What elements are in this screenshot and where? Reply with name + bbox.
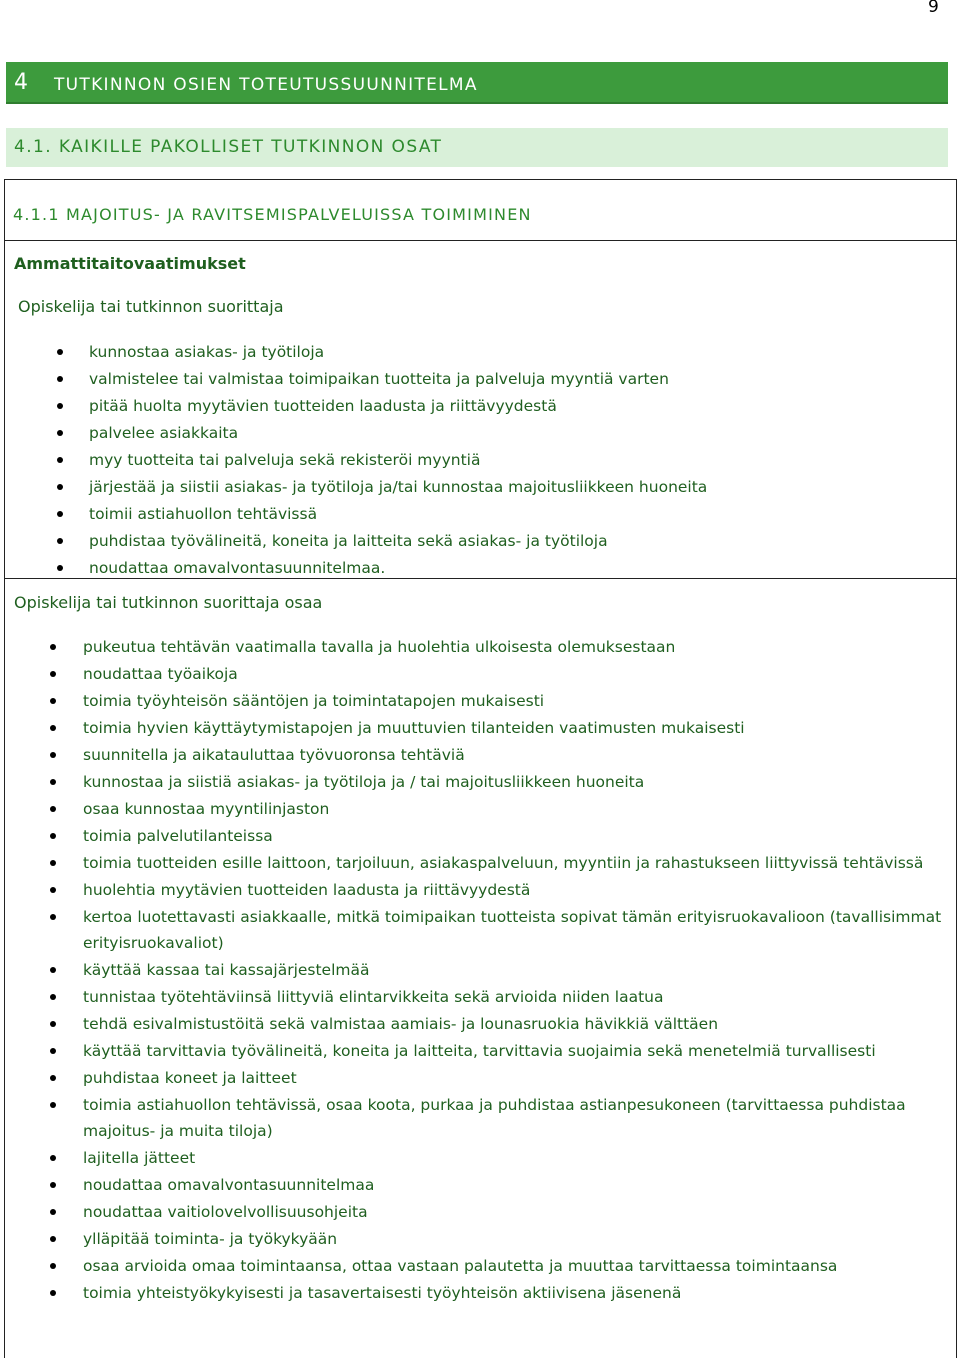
list-item: osaa arvioida omaa toimintaansa, ottaa vastaan palautetta ja muuttaa tarvittaessa toimintaansa [83,1253,943,1279]
list-item: noudattaa omavalvontasuunnitelmaa [83,1172,943,1198]
requirements-subheading: Ammattitaitovaatimukset [14,254,246,273]
list-item: pukeutua tehtävän vaatimalla tavalla ja huolehtia ulkoisesta olemuksestaan [83,634,943,660]
list-item: järjestää ja siistii asiakas- ja työtiloja ja/tai kunnostaa majoitusliikkeen huoneita [89,474,949,501]
list-item: toimia hyvien käyttäytymistapojen ja muuttuvien tilanteiden vaatimusten mukaisesti [83,715,943,741]
list-item: toimia yhteistyökykyisesti ja tasavertaisesti työyhteisön aktiivisena jäsenenä [83,1280,943,1306]
can-list [83,634,943,1307]
page-number: 9 [928,0,939,17]
list-item: osaa kunnostaa myyntilinjaston [83,796,943,822]
list-item: kertoa luotettavasti asiakkaalle, mitkä toimipaikan tuotteista sopivat tämän erityisruokavalioon (tavallisimmat erityisruokavaliot) [83,904,943,956]
list-item: suunnitella ja aikatauluttaa työvuoronsa tehtäviä [83,742,943,768]
list-item: valmistelee tai valmistaa toimipaikan tuotteita ja palveluja myyntiä varten [89,366,949,393]
list-item: käyttää kassaa tai kassajärjestelmää [83,957,943,983]
list-item: tunnistaa työtehtäviinsä liittyviä elintarvikkeita sekä arvioida niiden laatua [83,984,943,1010]
list-item: pitää huolta myytävien tuotteiden laadusta ja riittävyydestä [89,393,949,420]
chapter-number: 4 [14,70,28,95]
does-label: Opiskelija tai tutkinnon suorittaja [18,297,284,316]
list-item: palvelee asiakkaita [89,420,949,447]
list-item: ylläpitää toiminta- ja työkykyään [83,1226,943,1252]
list-item: toimia tuotteiden esille laittoon, tarjoiluun, asiakaspalveluun, myyntiin ja rahastukseen liittyvissä tehtävissä [83,850,943,876]
list-item: puhdistaa koneet ja laitteet [83,1065,943,1091]
list-item: noudattaa työaikoja [83,661,943,687]
chapter-heading [6,62,948,104]
list-item: noudattaa omavalvontasuunnitelmaa. [89,555,949,582]
list-item: noudattaa vaitiolovelvollisuusohjeita [83,1199,943,1225]
list-item: kunnostaa ja siistiä asiakas- ja työtiloja ja / tai majoitusliikkeen huoneita [83,769,943,795]
list-item: käyttää tarvittavia työvälineitä, koneita ja laitteita, tarvittavia suojaimia sekä menetelmiä turvallisesti [83,1038,943,1064]
list-item: myy tuotteita tai palveluja sekä rekisteröi myyntiä [89,447,949,474]
section-heading [6,128,948,167]
list-item: toimii astiahuollon tehtävissä [89,501,949,528]
list-item: toimia astiahuollon tehtävissä, osaa koota, purkaa ja puhdistaa astianpesukoneen (tarvittaessa puhdistaa majoitus- ja muita tiloja) [83,1092,943,1144]
list-item: kunnostaa asiakas- ja työtiloja [89,339,949,366]
list-item: tehdä esivalmistustöitä sekä valmistaa aamiais- ja lounasruokia hävikkiä välttäen [83,1011,943,1037]
does-list [89,339,949,582]
list-item: huolehtia myytävien tuotteiden laadusta ja riittävyydestä [83,877,943,903]
list-item: toimia työyhteisön sääntöjen ja toimintatapojen mukaisesti [83,688,943,714]
can-label: Opiskelija tai tutkinnon suorittaja osaa [14,593,323,612]
list-item: toimia palvelutilanteissa [83,823,943,849]
subsection-title: 4.1.1 MAJOITUS- JA RAVITSEMISPALVELUISSA TOIMIMINEN [13,205,532,224]
chapter-title: TUTKINNON OSIEN TOTEUTUSSUUNNITELMA [54,75,478,95]
list-item: puhdistaa työvälineitä, koneita ja laitteita sekä asiakas- ja työtiloja [89,528,949,555]
list-item: lajitella jätteet [83,1145,943,1171]
subsection-heading-row [4,179,957,241]
section-title: 4.1. KAIKILLE PAKOLLISET TUTKINNON OSAT [14,137,443,157]
